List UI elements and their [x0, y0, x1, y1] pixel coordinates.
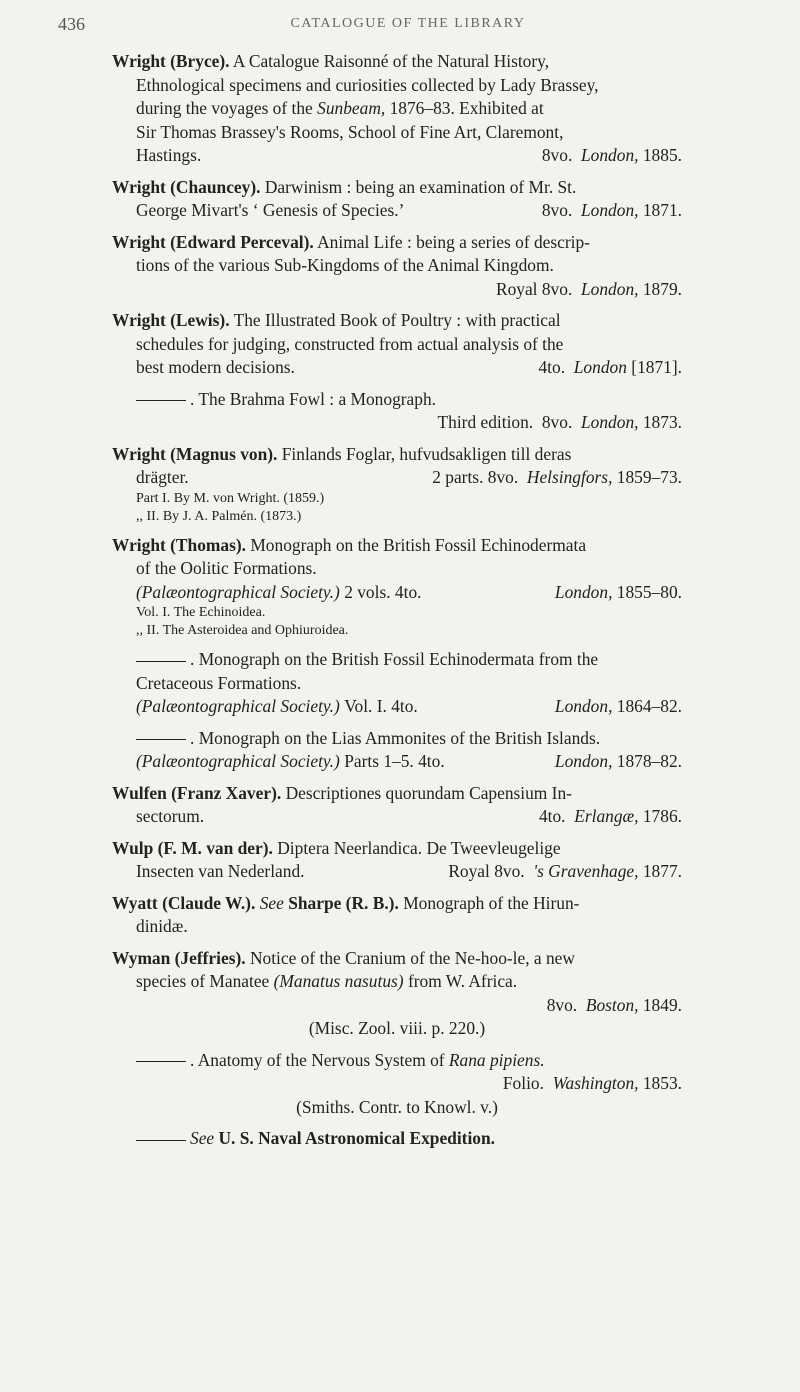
entry-text: Cretaceous Formations. [136, 672, 302, 693]
entry-year: 1871. [642, 200, 682, 220]
entry-place: Helsingfors, [526, 467, 613, 487]
entry-place: London, [581, 278, 639, 299]
entry-year: 1849. [642, 994, 682, 1015]
entry-title: (Palæontographical Society.) [136, 581, 340, 602]
entry-text: during the voyages of the [136, 98, 313, 118]
entry-text: Parts 1–5. 4to. [344, 751, 445, 771]
catalogue-entry [112, 837, 682, 884]
entry-text: best modern decisions. [136, 357, 295, 377]
entry-text: 2 vols. 4to. [344, 581, 422, 602]
entry-text: 1876–83. Exhibited at [389, 98, 544, 118]
entry-text: . Monograph on the Lias Ammonites of the British Islands. [190, 727, 601, 748]
entry-place: London, [554, 581, 613, 602]
entry-series: (Smiths. Contr. to Knowl. v.) [296, 1096, 498, 1117]
entry-place: Washington, [552, 1073, 639, 1093]
catalogue-entry [112, 648, 682, 719]
cross-reference[interactable]: Sharpe (R. B.). [288, 892, 399, 913]
entry-year: 1853. [642, 1073, 682, 1093]
entry-heading: Wyman (Jeffries). [112, 947, 246, 968]
entry-text: Monograph on the British Fossil Echinodermata [250, 534, 587, 555]
entry-place: London, [581, 145, 639, 165]
entry-heading: Wulp (F. M. van der). [112, 837, 273, 858]
entry-text: Descriptiones quorundam Capensium In- [285, 782, 572, 803]
entry-text: Monograph of the Hirun- [403, 892, 580, 913]
cross-reference[interactable]: U. S. Naval Astronomical Expedition. [218, 1128, 496, 1148]
catalogue-entry [112, 947, 682, 1041]
entry-note: ,, II. The Asteroidea and Ophiuroidea. [136, 623, 349, 638]
entry-heading: Wright (Bryce). [112, 51, 230, 71]
ditto-dash [136, 1061, 186, 1062]
ditto-dash [136, 1140, 186, 1141]
entry-text: drägter. [136, 467, 189, 487]
catalogue-entry [112, 892, 682, 939]
entry-text: sectorum. [136, 806, 205, 826]
entry-note: ,, II. By J. A. Palmén. (1873.) [136, 508, 302, 524]
entry-title: Sunbeam, [317, 98, 386, 118]
entry-title: (Manatus nasutus) [273, 971, 404, 991]
entry-year: 1873. [642, 412, 682, 432]
entry-heading: Wyatt (Claude W.). [112, 892, 256, 913]
entry-format: 4to. [538, 806, 566, 826]
entry-text: Finlands Foglar, hufvudsakligen till deras [281, 443, 572, 464]
running-title: CATALOGUE OF THE LIBRARY [290, 16, 526, 31]
page-header [58, 14, 758, 38]
entry-note: Part I. By M. von Wright. (1859.) [136, 490, 325, 506]
entry-heading: Wright (Lewis). [112, 310, 230, 330]
entry-text: tions of the various Sub-Kingdoms of the Animal Kingdom. [136, 255, 554, 275]
entry-year: 1877. [642, 861, 682, 881]
entry-text: Animal Life : being a series of descrip- [317, 231, 590, 252]
catalogue-entry [112, 1049, 682, 1120]
entry-heading: Wulfen (Franz Xaver). [112, 782, 282, 803]
entry-text: of the Oolitic Formations. [136, 558, 317, 578]
entry-year: 1855–80. [616, 581, 682, 602]
catalogue-entry [112, 388, 682, 435]
entry-heading: Wright (Edward Perceval). [112, 231, 314, 252]
entry-place: London, [581, 200, 639, 220]
entry-place: London, [581, 412, 639, 432]
entry-text: Third edition. [437, 412, 534, 432]
entry-text: Sir Thomas Brassey's Rooms, School of Fine Art, Claremont, [136, 121, 564, 142]
entry-text: . The Brahma Fowl : a Monograph. [190, 388, 437, 409]
entry-format: Folio. [502, 1073, 544, 1093]
entry-format: Royal 8vo. [448, 861, 525, 881]
entry-format: 8vo. [541, 200, 573, 220]
entry-text: schedules for judging, constructed from actual analysis of the [136, 333, 564, 354]
entry-place: London, [554, 696, 613, 716]
ditto-dash [136, 661, 186, 662]
entry-title: (Palæontographical Society.) [136, 751, 340, 771]
ditto-dash [136, 739, 186, 740]
entry-text: Hastings. [136, 145, 202, 165]
entry-text: Notice of the Cranium of the Ne-hoo-le, a new [249, 947, 575, 968]
catalogue-entries [112, 50, 682, 1159]
entry-series: (Misc. Zool. viii. p. 220.) [308, 1018, 486, 1038]
entry-text: Diptera Neerlandica. De Tweevleugelige [277, 837, 561, 858]
entry-text: dinidæ. [136, 916, 188, 936]
catalogue-entry [112, 309, 682, 380]
entry-heading: Wright (Magnus von). [112, 443, 278, 464]
entry-text: . Monograph on the British Fossil Echinodermata from the [190, 649, 599, 669]
ditto-dash [136, 400, 186, 401]
see-label: See [190, 1128, 215, 1148]
entry-note: Vol. I. The Echinoidea. [136, 605, 266, 620]
see-label: See [259, 892, 284, 913]
entry-year: [1871]. [631, 357, 682, 377]
entry-heading: Wright (Thomas). [112, 534, 246, 555]
catalogue-entry [112, 50, 682, 168]
entry-year: 1864–82. [616, 696, 682, 716]
entry-text: from W. Africa. [407, 971, 518, 991]
entry-text: A Catalogue Raisonné of the Natural History, [232, 51, 550, 71]
entry-place: Boston, [585, 994, 639, 1015]
entry-format: 8vo. [541, 145, 573, 165]
entry-heading: Wright (Chauncey). [112, 176, 261, 197]
catalogue-entry [112, 443, 682, 526]
entry-text: Vol. I. 4to. [344, 696, 418, 716]
entry-format: 8vo. [541, 412, 573, 432]
catalogue-entry [112, 782, 682, 829]
catalogue-entry [112, 727, 682, 774]
entry-title: (Palæontographical Society.) [136, 696, 340, 716]
entry-title: Rana pipiens. [448, 1049, 545, 1070]
catalogue-entry [112, 534, 682, 641]
entry-place: London, [554, 751, 613, 771]
entry-year: 1859–73. [616, 467, 682, 487]
entry-format: 8vo. [546, 994, 578, 1015]
entry-year: 1786. [642, 806, 682, 826]
entry-text: George Mivart's ‘ Genesis of Species.’ [136, 200, 405, 220]
catalogue-entry [112, 1127, 682, 1151]
entry-text: . Anatomy of the Nervous System of [190, 1049, 445, 1070]
entry-place: London [573, 357, 627, 377]
entry-text: Insecten van Nederland. [136, 861, 305, 881]
entry-year: 1879. [642, 278, 682, 299]
entry-text: Darwinism : being an examination of Mr. St. [264, 176, 577, 197]
entry-place: 's Gravenhage, [533, 861, 639, 881]
entry-place: Erlangæ, [574, 806, 639, 826]
entry-format: 4to. [538, 357, 566, 377]
catalogue-entry [112, 176, 682, 223]
entry-format: 2 parts. 8vo. [432, 467, 519, 487]
entry-format: Royal 8vo. [495, 278, 573, 299]
entry-year: 1885. [642, 145, 682, 165]
entry-text: species of Manatee [136, 971, 270, 991]
catalogue-entry [112, 231, 682, 302]
entry-text: The Illustrated Book of Poultry : with practical [233, 310, 561, 330]
entry-text: Ethnological specimens and curiosities collected by Lady Brassey, [136, 74, 599, 95]
page-number: 436 [58, 14, 85, 34]
entry-year: 1878–82. [616, 751, 682, 771]
